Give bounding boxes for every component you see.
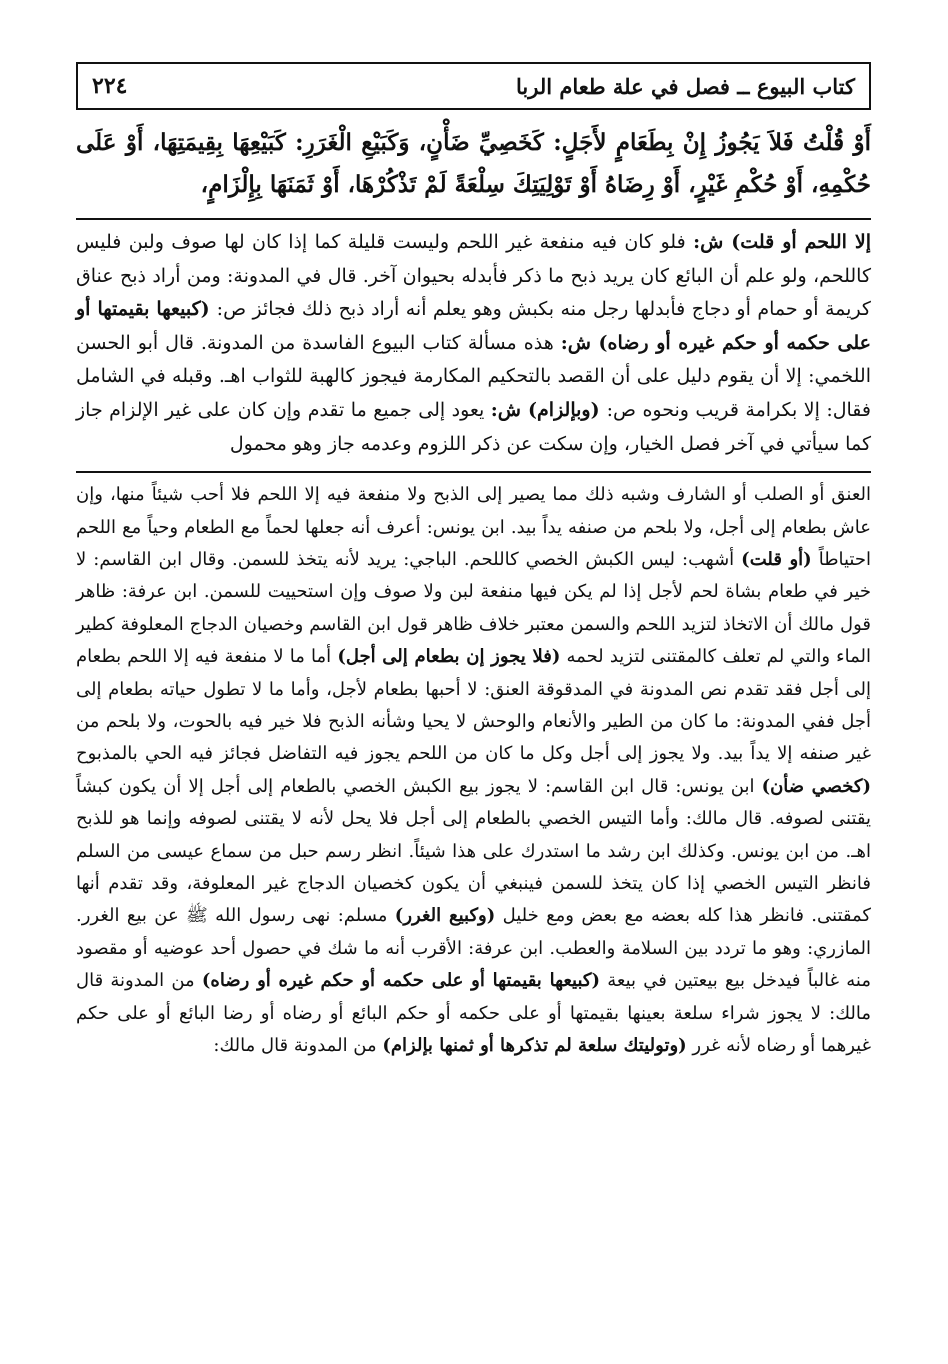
hashiya-lemma-3: (كخصي ضأن) <box>761 775 871 797</box>
hashiya-text-4: ابن يونس: قال ابن القاسم: لا يجوز بيع الكبش الخصي بالطعام إلى أجل إلا أن يكون كبشاً يقتنى لصوفه. قال مالك: وأما التيس الخصي بالطعام إلى أجل فلا يحل لأنه لا يقتنى لصوفه وإنما هو للذبح اهـ. من ابن يونس. وكذلك ابن رشد ما استدرك على هذا شيئاً. انظر رسم حبل من سماع عيسى من السلم فانظر التيس الخصي إذا كان يتخذ للسمن فينبغي أن يكون كخصيان الدجاج غير المعلوفة، وقد تقدم أنها كمقتنى. فانظر هذا كله بعضه مع بعض ومع خليل <box>76 775 871 927</box>
running-title: كتاب البيوع ــ فصل في علة طعام الربا <box>515 73 855 99</box>
hashiya-lemma-6: (وتوليتك سلعة لم تذكرها أو ثمنها بإلزام) <box>382 1035 687 1057</box>
sharh-text-2: هذه مسألة كتاب البيوع الفاسدة من المدونة. قال أبو الحسن اللخمي: إلا أن يقوم دليل على أن القصد بالتحكيم المكارمة فيجوز كالهبة للثواب اهـ. وقبله في الشامل فقال: إلا بكرامة قريب ونحوه ص: <box>76 331 872 421</box>
hashiya-text-1: العنق أو الصلب أو الشارف وشبه ذلك مما يصير إلى الذبح ولا منفعة فيه إلا اللحم فلا أحب شيئاً منها، وإن عاش بطعام إلى أجل، ولا بلحم من صنفه يداً بيد. ابن يونس: أعرف أنه جعلها لحماً مع الطعام وحياً مع اللحم احتياطاً <box>76 484 871 570</box>
hashiya-lemma-2: (فلا يجوز إن بطعام إلى أجل) <box>337 646 561 668</box>
hashiya-footnote <box>76 479 871 1062</box>
sharh-heading: إلا اللحم أو قلت) ش: <box>693 231 871 253</box>
hashiya-text-2: أشهب: ليس الكبش الخصي كاللحم. الباجي: يريد لأنه يتخذ للسمن. وقال ابن القاسم: لا خير في طعام بشاة لحم لأجل إذا لم يكن فيها منفعة لبن ولا صوف وإن استحييت للسمن. ابن عرفة: ظاهر قول مالك أن الاتخاذ لتزيد اللحم والسمن معتبر خلاف ظاهر قول ابن القاسم وخصيان الدجاج المعلوفة كطير الماء والتي لم تعلف كالمقتنى لتزيد لحمه <box>76 548 871 668</box>
divider-top <box>76 218 871 220</box>
hashiya-lemma-5: (كبيعها بقيمتها أو على حكمه أو حكم غيره أو رضاه) <box>201 970 601 992</box>
hashiya-text-7: من المدونة قال مالك: <box>213 1035 383 1057</box>
page <box>76 62 871 1062</box>
sharh-text-3: يعود إلى جميع ما تقدم وإن كان على غير الإلزام جاز كما سيأتي في آخر فصل الخيار، وإن سكت عن ذكر اللزوم وعدمه جاز وهو محمول <box>76 398 871 455</box>
hashiya-text-6: من المدونة قال مالك: لا يجوز شراء سلعة بعينها بقيمتها أو على حكمه أو حكم البائع أو رضاه أو رضا البائع أو على حكم غيرهما أو رضاه لأنه غرر <box>76 970 871 1057</box>
sharh-lemma-3: (وبإلزام) ش: <box>490 398 607 421</box>
sharh-text-1: فلو كان فيه منفعة غير اللحم وليست قليلة كما إذا كان لها صوف ولبن فليس كاللحم، ولو علم أن البائع كان يريد ذبح ما ذكر فأبدله بحيوان آخر. قال في المدونة: ومن أراد ذبح عناق كريمة أو حمام أو دجاج فأبدلها رجل منه بكبش وهو يعلم أنه أراد ذبح ذلك فجائز ص: <box>76 231 871 321</box>
sharh-commentary <box>76 226 871 461</box>
hashiya-lemma-4: (وكبيع الغرر) <box>394 905 496 927</box>
page-number: ٢٢٤ <box>92 73 128 99</box>
hashiya-lemma-1: (أو قلت) <box>741 548 812 570</box>
hashiya-text-3: أما ما لا منفعة فيه إلا اللحم بطعام إلى أجل فقد تقدم نص المدونة في المدقوقة العنق: لا أحبها بطعام لأجل، وأما ما لا تطول حياته بطعام إلى أجل ففي المدونة: ما كان من الطير والأنعام والوحش لا يحيا وشأنه الذبح فلا خير فيه بالحوت، ولا بلحم من غير صنفه إلا يداً بيد. ولا يجوز إلى أجل وكل ما كان من اللحم يجوز فيه التفاضل فجائز فيه الحي بالمذبوح <box>76 646 871 765</box>
sharh-lemma-2: (كبيعها بقيمتها أو على حكمه أو حكم غيره أو رضاه) ش: <box>76 298 871 354</box>
matn-text: أَوْ قُلْتُ فَلاَ يَجُوزُ إِنْ بِطَعَامٍ لأَجَلٍ: كَخَصِيِّ ضَأْنٍ، وَكَبَيْعِ الْغَرَرِ: كَبَيْعِهَا بِقِيمَتِهَا، أَوْ عَلَى حُكْمِهِ، أَوْ حُكْمِ غَيْرٍ، أَوْ رِضَاهُ أَوْ تَوْلِيَتِكَ سِلْعَةً لَمْ تَذْكُرْهَا، أَوْ ثَمَنَهَا بِإِلْزَامٍ، <box>76 129 871 198</box>
divider-bottom <box>76 471 871 473</box>
page-header <box>76 62 871 110</box>
hashiya-text-5: مسلم: نهى رسول الله ﷺ عن بيع الغرر. المازري: وهو ما تردد بين السلامة والعطب. ابن عرفة: الأقرب أنه ما شك في حصول أحد عوضيه أو مقصود منه غالباً فيدخل بيع بيعتين في بيعة <box>76 905 871 992</box>
